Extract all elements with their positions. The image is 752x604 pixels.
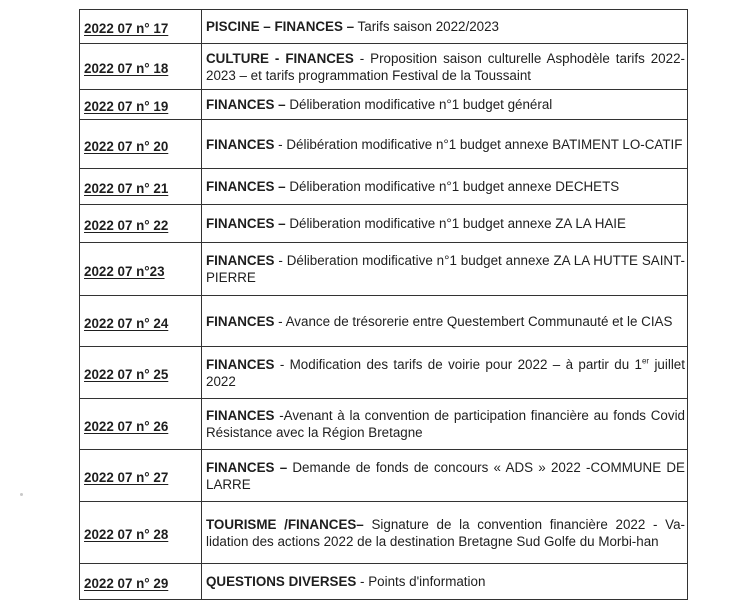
item-subject (202, 296, 688, 347)
table-row (80, 90, 688, 120)
item-subject-text: - Points d'information (356, 574, 486, 589)
item-number: 2022 07 n° 17 (80, 10, 202, 44)
item-number: 2022 07 n° 27 (80, 450, 202, 502)
item-subject-text: Déliberation modificative n°1 budget général (289, 97, 553, 112)
table-row (80, 296, 688, 347)
table-row (80, 120, 688, 169)
item-subject-bold: CULTURE - FINANCES (206, 50, 354, 66)
item-subject (202, 205, 688, 243)
item-subject-bold: FINANCES – (206, 216, 290, 231)
item-subject-bold: FINANCES (206, 136, 275, 152)
item-subject (202, 243, 688, 296)
table-row (80, 44, 688, 90)
item-number: 2022 07 n° 20 (80, 120, 202, 169)
item-number: 2022 07 n° 19 (80, 90, 202, 120)
item-subject (202, 120, 688, 169)
item-number: 2022 07 n° 22 (80, 205, 202, 243)
item-subject-bold: FINANCES – (206, 97, 290, 112)
item-number: 2022 07 n° 28 (80, 502, 202, 564)
item-subject (202, 450, 688, 502)
item-subject (202, 10, 688, 44)
scan-speck (20, 493, 23, 496)
table-row (80, 399, 688, 450)
table-row (80, 10, 688, 44)
table-row (80, 169, 688, 205)
item-subject-text: Demande de fonds de concours « ADS » 2022 -COMMUNE DE LARRE (206, 459, 685, 492)
item-number: 2022 07 n°23 (80, 243, 202, 296)
item-subject-text-end: juillet 2022 (206, 356, 685, 389)
item-subject (202, 90, 688, 120)
item-subject-text: - Proposition saison culturelle Asphodèle tarifs 2022-2023 – et tarifs programmation Festival de la Toussaint (206, 50, 685, 83)
item-number: 2022 07 n° 29 (80, 564, 202, 600)
item-subject-text: Tarifs saison 2022/2023 (354, 19, 499, 34)
item-subject-text: - Déliberation modificative n°1 budget annexe ZA LA HUTTE SAINT-PIERRE (206, 253, 685, 285)
item-subject (202, 399, 688, 450)
item-subject-text: Signature de la convention financière 2022 - Va-lidation des actions 2022 de la destination Bretagne Sud Golfe du Morbi-han (206, 516, 686, 549)
item-number: 2022 07 n° 25 (80, 347, 202, 399)
item-subject-text: -Avenant à la convention de participation financière au fonds Covid Résistance avec la Région Bretagne (206, 408, 685, 440)
item-subject-text: Déliberation modificative n°1 budget annexe ZA LA HAIE (289, 216, 626, 231)
item-subject-bold: FINANCES – (206, 459, 293, 475)
item-subject-bold: FINANCES (206, 356, 275, 372)
item-subject (202, 564, 688, 600)
item-subject-text: - Avance de trésorerie entre Questembert Communauté et le CIAS (274, 313, 673, 329)
item-number: 2022 07 n° 18 (80, 44, 202, 90)
item-subject-bold: FINANCES – (206, 179, 290, 194)
agenda-table (79, 9, 688, 600)
item-subject (202, 169, 688, 205)
item-subject-superscript: er (641, 356, 650, 366)
table-row (80, 450, 688, 502)
item-subject-text: - Modification des tarifs de voirie pour 2022 – à partir du 1 (274, 356, 642, 372)
item-subject-text: - Délibération modificative n°1 budget annexe BATIMENT LO-CATIF (274, 136, 683, 152)
table-row (80, 502, 688, 564)
item-number: 2022 07 n° 26 (80, 399, 202, 450)
table-row (80, 347, 688, 399)
item-subject-bold: QUESTIONS DIVERSES (206, 574, 357, 589)
item-number: 2022 07 n° 21 (80, 169, 202, 205)
table-row (80, 243, 688, 296)
item-subject-bold: FINANCES (206, 253, 275, 268)
item-subject (202, 502, 688, 564)
table-row (80, 564, 688, 600)
item-subject-bold: PISCINE – FINANCES – (206, 19, 355, 34)
item-subject-bold: FINANCES (206, 313, 275, 329)
item-subject (202, 347, 688, 399)
item-subject-bold: FINANCES (206, 408, 275, 423)
table-row (80, 205, 688, 243)
item-subject-bold: TOURISME /FINANCES– (206, 516, 364, 532)
item-subject (202, 44, 688, 90)
item-number: 2022 07 n° 24 (80, 296, 202, 347)
item-subject-text: Déliberation modificative n°1 budget annexe DECHETS (289, 179, 620, 194)
